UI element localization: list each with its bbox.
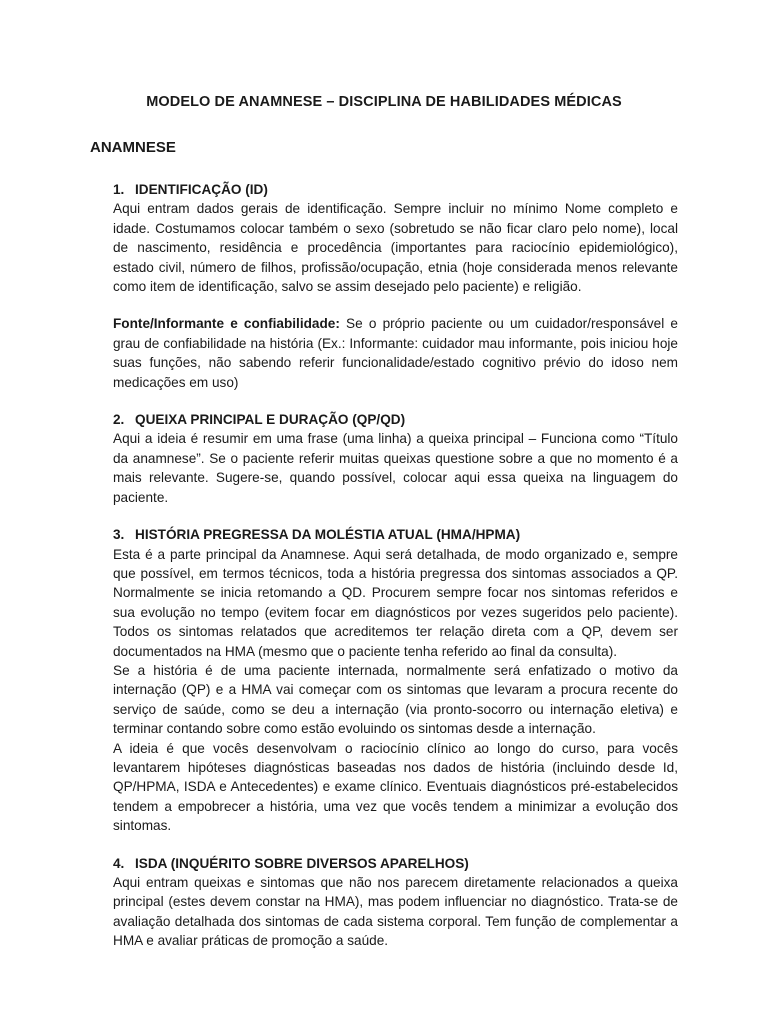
item-heading-text: IDENTIFICAÇÃO (ID) [135,182,268,197]
item-heading [113,180,678,199]
item-identificacao [113,180,678,392]
paragraph-fonte-informante [113,314,678,392]
item-heading-text: HISTÓRIA PREGRESSA DA MOLÉSTIA ATUAL (HMA/HPMA) [135,527,521,543]
section-heading: ANAMNESE [90,139,176,156]
item-heading-text: ISDA (INQUÉRITO SOBRE DIVERSOS APARELHOS) [135,855,469,871]
paragraph: Esta é a parte principal da Anamnese. Aqui será detalhada, de modo organizado e, sempre que possível, em termos técnicos, toda a história pregressa dos sintomas associados a QP. Normalmente se inicia retomando a QD. Procurem sempre focar nos sintomas referidos e sua evolução no tempo (evitem focar em diagnósticos por vezes sugeridos pelo paciente). Todos os sintomas relatados que acreditemos ter relação direta com a QP, devem ser documentados na HMA (mesmo que o paciente tenha referido ao final da consulta). [113,546,678,659]
paragraph: A ideia é que vocês desenvolvam o raciocínio clínico ao longo do curso, para vocês levantarem hipóteses diagnósticas baseadas nos dados de história (incluindo desde Id, QP/HPMA, ISDA e Antecedentes) e exame clínico. Eventuais diagnósticos pré-estabelecidos tendem a empobrecer a história, uma vez que vocês tendem a minimizar a evolução dos sintomas. [113,740,678,834]
item-queixa-principal [113,410,678,507]
item-isda [113,854,678,951]
item-hma [113,525,678,836]
item-heading [113,854,678,873]
document-body [113,180,678,951]
item-number: 2. [113,412,125,428]
item-heading [113,410,678,429]
item-heading [113,525,678,544]
item-number: 3. [113,527,125,543]
document-title: MODELO DE ANAMNESE – DISCIPLINA DE HABILIDADES MÉDICAS [146,94,622,110]
item-number: 1. [113,182,125,197]
item-number: 4. [113,855,125,871]
paragraph: Aqui entram queixas e sintomas que não nos parecem diretamente relacionados a queixa principal (estes devem constar na HMA), mas podem influenciar no diagnóstico. Trata-se de avaliação detalhada dos sintomas de cada sistema corporal. Tem função de complementar a HMA e avaliar práticas de promoção a saúde. [113,875,678,949]
paragraph: Se a história é de uma paciente internada, normalmente será enfatizado o motivo da internação (QP) e a HMA vai começar com os sintomas que levaram a procura recente do serviço de saúde, como se deu a internação (via pronto-socorro ou internação eletiva) e terminar contando sobre como estão evoluindo os sintomas desde a internação. [113,662,678,737]
item-heading-text: QUEIXA PRINCIPAL E DURAÇÃO (QP/QD) [135,412,406,428]
paragraph: Aqui a ideia é resumir em uma frase (uma linha) a queixa principal – Funciona como “Título da anamnese”. Se o paciente referir muitas queixas questione sobre a que no momento é a mais relevante. Sugere-se, quando possível, colocar aqui essa queixa na linguagem do paciente. [113,431,678,505]
paragraph: Aqui entram dados gerais de identificação. Sempre incluir no mínimo Nome completo e idade. Costumamos colocar também o sexo (sobretudo se não ficar claro pelo nome), local de nascimento, residência e procedência (importantes para raciocínio epidemiológico), estado civil, número de filhos, profissão/ocupação, etnia (hoje considerada menos relevante como item de identificação, salvo se assim desejado pelo paciente) e religião. [113,201,678,295]
inline-label: Fonte/Informante e confiabilidade: [113,316,340,332]
inline-text: Se o próprio paciente ou um cuidador/responsável e grau de confiabilidade na história (Ex.: Informante: cuidador mau informante, pois iniciou hoje suas funções, não sabendo referir funcionalidade/estado cognitivo prévio do idoso nem medicações em uso) [113,316,678,390]
